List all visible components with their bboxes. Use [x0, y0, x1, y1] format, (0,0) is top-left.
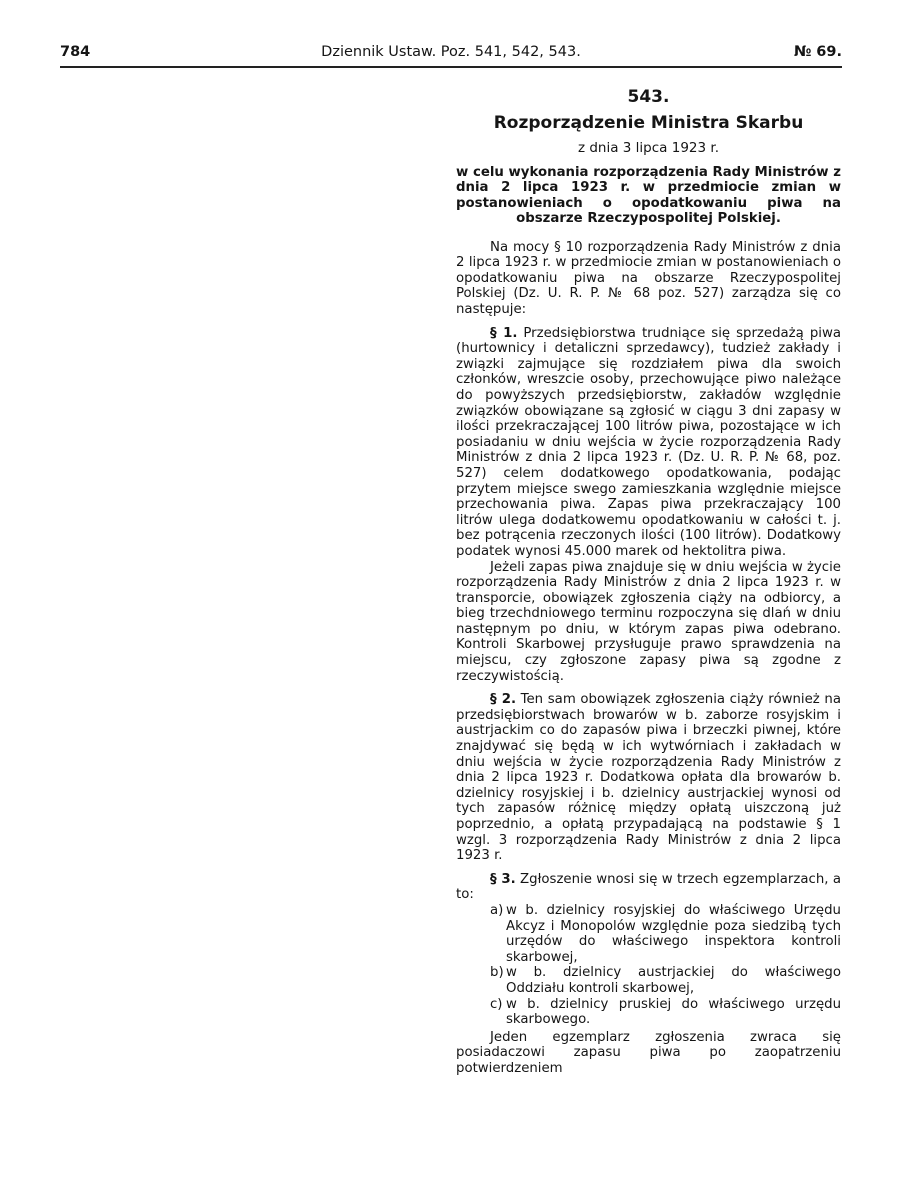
- page-number: 784: [60, 44, 91, 60]
- section-3-closing: Jeden egzemplarz zgłoszenia zwraca się posiadaczowi zapasu piwa po zaopatrzeniu potwierdzeniem: [456, 1029, 841, 1076]
- document-subject: w celu wykonania rozporządzenia Rady Ministrów z dnia 2 lipca 1923 r. w przedmiocie zmian w postanowieniach o opodatkowaniu piwa na obszarze Rzeczypospolitej Polskiej.: [456, 165, 841, 227]
- list-item: [456, 903, 841, 965]
- section-3-label: § 3.: [490, 871, 516, 887]
- page-header: [60, 44, 842, 64]
- document-number: 543.: [627, 87, 670, 107]
- section-1-label: § 1.: [490, 325, 518, 341]
- section-3-text: Zgłoszenie wnosi się w trzech egzemplarzach, a to:: [456, 871, 841, 903]
- list-item-text: w b. dzielnicy rosyjskiej do właściwego Urzędu Akcyz i Monopolów względnie poza siedzibą tych urzędów do właściwego inspektora kontroli skarbowej,: [506, 902, 841, 965]
- issue-number: № 69.: [793, 44, 842, 60]
- journal-title: Dziennik Ustaw. Poz. 541, 542, 543.: [321, 44, 581, 60]
- section-2-text: Ten sam obowiązek zgłoszenia ciąży również na przedsiębiorstwach browarów w b. zaborze rosyjskim i austrjackim co do zapasów piwa i brzeczki piwnej, które znajdywać się będą w ich wytwórniach i zakładach w dniu wejścia w życie rozporządzenia Rady Ministrów z dnia 2 lipca 1923 r. Dodatkowa opłata dla browarów b. dzielnicy rosyjskiej i b. dzielnicy austrjackiej wynosi od tych zapasów różnicę między opłatą uiszczoną już poprzednio, a opłatą przypadającą na podstawie § 1 wzgl. 3 rozporządzenia Rady Ministrów z dnia 2 lipca 1923 r.: [456, 692, 841, 864]
- document-column: [456, 86, 841, 1077]
- list-item-letter: b): [490, 965, 504, 981]
- document-date: z dnia 3 lipca 1923 r.: [577, 140, 719, 156]
- list-item: [456, 965, 841, 996]
- section-3: [456, 872, 841, 903]
- section-3-list: [456, 903, 841, 1028]
- section-2-label: § 2.: [490, 692, 516, 708]
- section-1: [456, 326, 841, 560]
- header-divider: [60, 66, 842, 68]
- list-item-letter: a): [490, 902, 504, 918]
- list-item-text: w b. dzielnicy austrjackiej do właściwego Oddziału kontroli skarbowej,: [506, 965, 841, 996]
- list-item-letter: c): [490, 996, 503, 1012]
- section-1-text: Przedsiębiorstwa trudniące się sprzedażą piwa (hurtownicy i detaliczni sprzedawcy), tudzież zakłady i związki zajmujące się rozdziałem piwa dla swoich członków, wreszcie osoby, przechowujące piwo należące do powyższych przedsiębiorstw, zakładów względnie związków obowiązane są zgłosić w ciągu 3 dni zapasy w ilości przekraczającej 100 litrów piwa, pozostające w ich posiadaniu w dniu wejścia w życie rozporządzenia Rady Ministrów z dnia 2 lipca 1923 r. (Dz. U. R. P. № 68, poz. 527) celem dodatkowego opodatkowania, podając przytem miejsce swego zamieszkania względnie miejsce przechowania piwa. Zapas piwa przekraczający 100 litrów ulega dodatkowemu opodatkowaniu w całości t. j. bez potrącenia rzeczonych ilości (100 litrów). Dodatkowy podatek wynosi 45.000 marek od hektolitra piwa.: [456, 325, 841, 559]
- section-1-paragraph-2: Jeżeli zapas piwa znajduje się w dniu wejścia w życie rozporządzenia Rady Ministrów z dnia 2 lipca 1923 r. w transporcie, obowiązek zgłoszenia ciąży na odbiorcy, a bieg trzechdniowego terminu rozpoczyna się dlań w dniu następnym po dniu, w którym zapas piwa odebrano. Kontroli Skarbowej przysługuje prawo sprawdzenia na miejscu, czy zgłoszone zapasy piwa są zgodne z rzeczywistością.: [456, 559, 841, 684]
- list-item-text: w b. dzielnicy pruskiej do właściwego urzędu skarbowego.: [506, 996, 841, 1028]
- document-title: Rozporządzenie Ministra Skarbu: [493, 113, 804, 133]
- preamble: Na mocy § 10 rozporządzenia Rady Ministrów z dnia 2 lipca 1923 r. w przedmiocie zmian w postanowieniach o opodatkowaniu piwa na obszarze Rzeczypospolitej Polskiej (Dz. U. R. P. № 68 poz. 527) zarządza się co następuje:: [456, 239, 841, 317]
- section-2: [456, 692, 841, 864]
- list-item: [456, 997, 841, 1028]
